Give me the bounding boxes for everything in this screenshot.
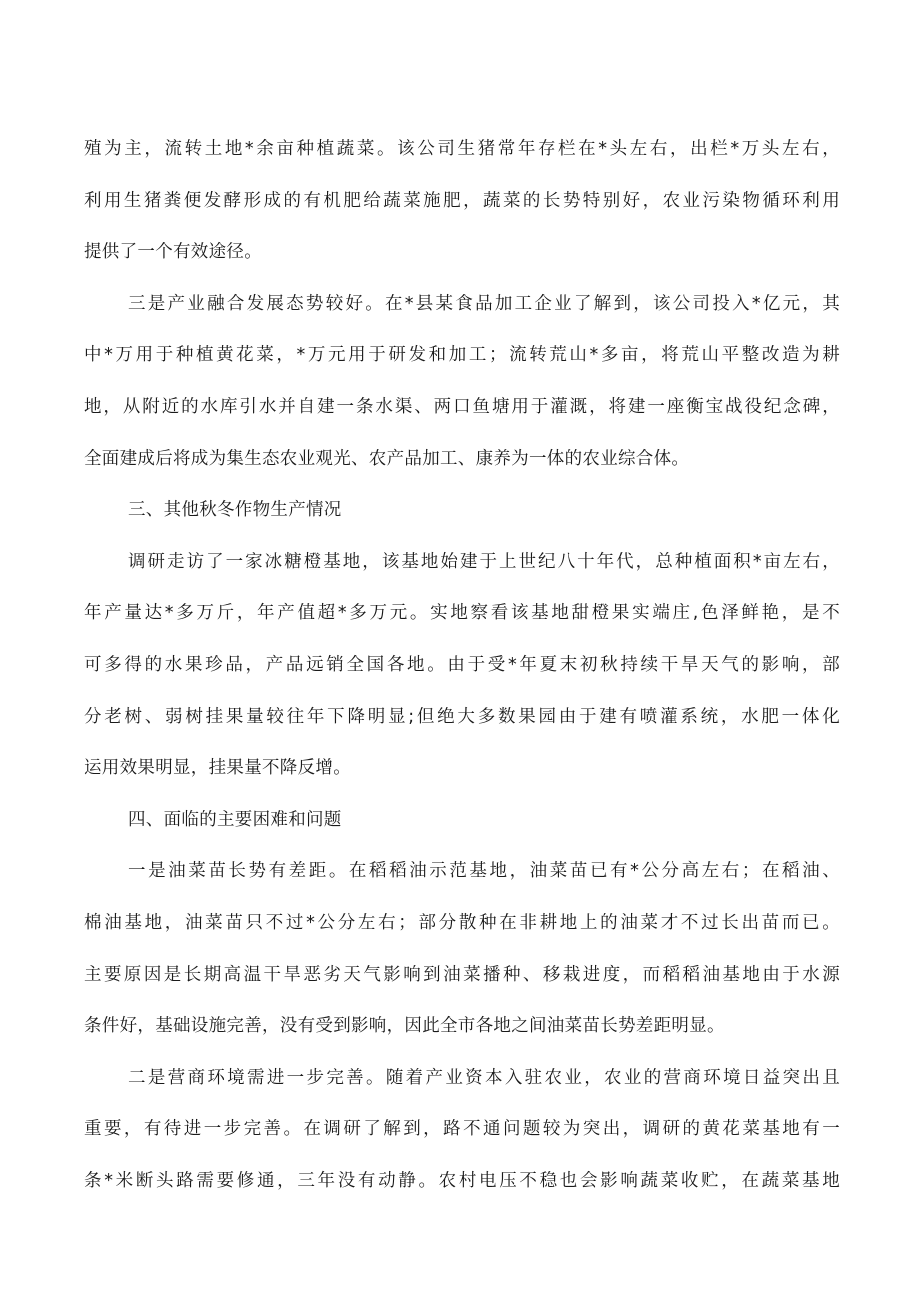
text-line: 三是产业融合发展态势较好。在*县某食品加工企业了解到，该公司投入*亿元，其 bbox=[128, 293, 840, 314]
text-line: 条件好，基础设施完善，没有受到影响，因此全市各地之间油菜苗长势差距明显。 bbox=[84, 1016, 725, 1037]
paragraph-rapeseed bbox=[84, 846, 840, 1052]
heading-text: 四、面临的主要困难和问题 bbox=[128, 809, 342, 830]
text-line: 重要，有待进一步完善。在调研了解到，路不通问题较为突出，调研的黄花菜基地有一 bbox=[84, 1119, 840, 1140]
text-line: 一是油菜苗长势有差距。在稻稻油示范基地，油菜苗已有*公分高左右；在稻油、 bbox=[128, 861, 840, 882]
text-line: 中*万用于种植黄花菜，*万元用于研发和加工；流转荒山*多亩，将荒山平整改造为耕 bbox=[84, 345, 840, 366]
text-line: 二是营商环境需进一步完善。随着产业资本入驻农业，农业的营商环境日益突出且 bbox=[128, 1067, 840, 1088]
paragraph-orange-base bbox=[84, 537, 840, 795]
text-line: 年产量达*多万斤，年产值超*多万元。实地察看该基地甜橙果实端庄,色泽鲜艳，是不 bbox=[84, 603, 840, 624]
text-line: 提供了一个有效途径。 bbox=[84, 242, 262, 263]
text-line: 分老树、弱树挂果量较往年下降明显;但绝大多数果园由于建有喷灌系统，水肥一体化 bbox=[84, 706, 840, 727]
text-line: 条*米断头路需要修通，三年没有动静。农村电压不稳也会影响蔬菜收贮，在蔬菜基地 bbox=[84, 1170, 840, 1191]
text-line: 殖为主，流转土地*余亩种植蔬菜。该公司生猪常年存栏在*头左右，出栏*万头左右， bbox=[84, 139, 840, 159]
text-line: 全面建成后将成为集生态农业观光、农产品加工、康养为一体的农业综合体。 bbox=[84, 448, 690, 469]
paragraph-business-env bbox=[84, 1053, 840, 1208]
section-heading-other-crops bbox=[84, 485, 840, 537]
text-line: 调研走访了一家冰糖橙基地，该基地始建于上世纪八十年代，总种植面积*亩左右， bbox=[128, 551, 840, 572]
section-heading-difficulties bbox=[84, 795, 840, 847]
text-line: 可多得的水果珍品，产品远销全国各地。由于受*年夏末初秋持续干旱天气的影响，部 bbox=[84, 654, 840, 675]
text-line: 主要原因是长期高温干旱恶劣天气影响到油菜播种、移栽进度，而稻稻油基地由于水源 bbox=[84, 964, 840, 985]
text-line: 地，从附近的水库引水并自建一条水渠、两口鱼塘用于灌溉，将建一座衡宝战役纪念碑， bbox=[84, 396, 840, 417]
text-line: 棉油基地，油菜苗只不过*公分左右；部分散种在非耕地上的油菜才不过长出苗而已。 bbox=[84, 912, 840, 933]
document-body bbox=[84, 124, 840, 1207]
text-line: 运用效果明显，挂果量不降反增。 bbox=[84, 758, 351, 779]
text-line: 利用生猪粪便发酵形成的有机肥给蔬菜施肥，蔬菜的长势特别好，农业污染物循环利用 bbox=[84, 190, 840, 211]
paragraph-industry-fusion bbox=[84, 279, 840, 485]
paragraph-pig-farm bbox=[84, 124, 840, 279]
heading-text: 三、其他秋冬作物生产情况 bbox=[128, 500, 342, 521]
